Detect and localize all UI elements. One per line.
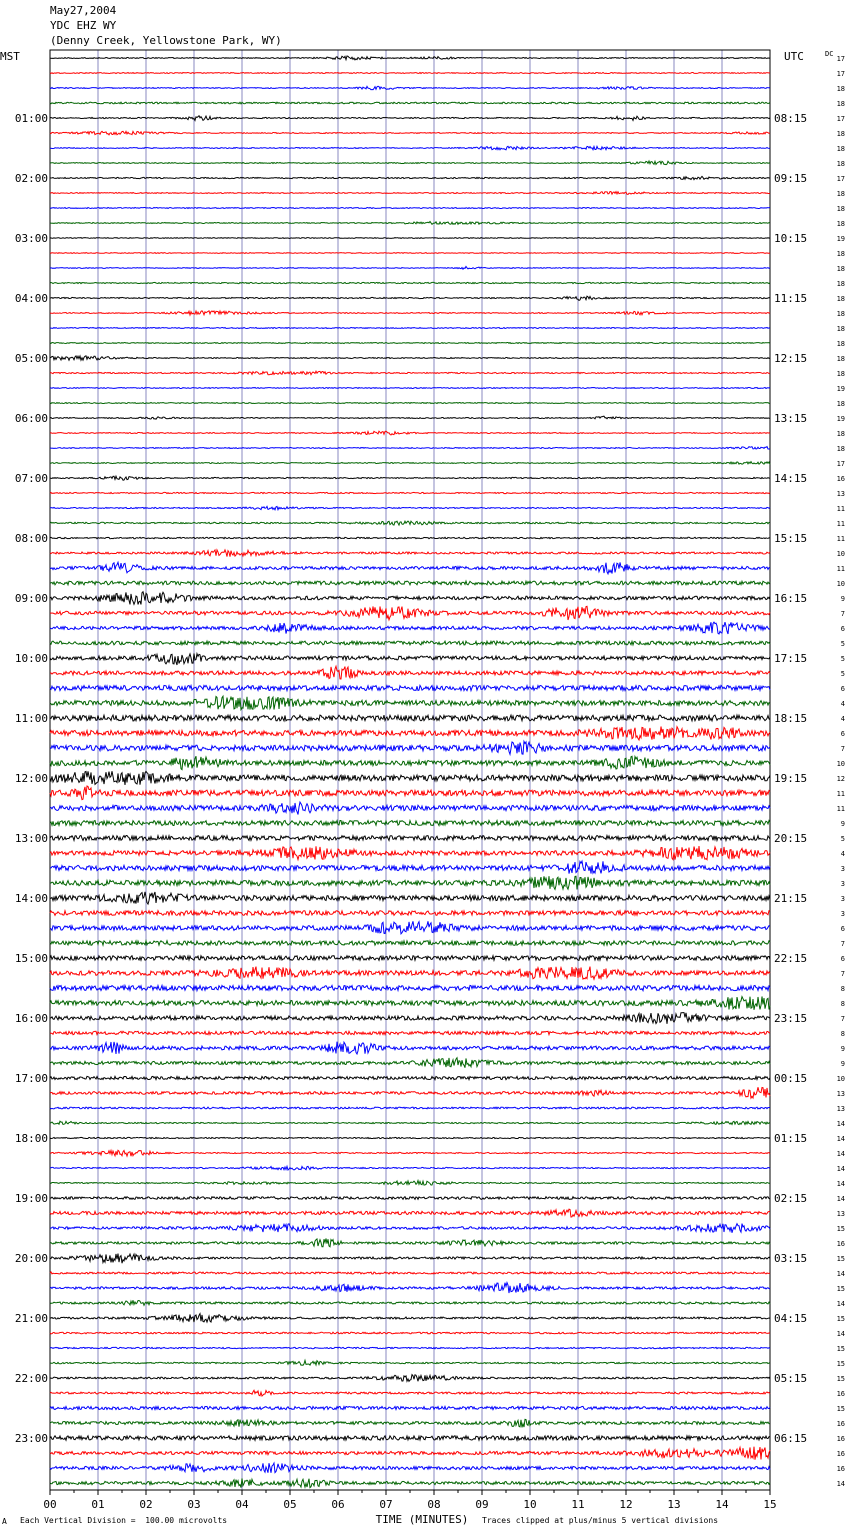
trace-row [50, 73, 770, 74]
mst-hour-label: 10:00 [14, 652, 48, 665]
dc-value: 14 [836, 1480, 845, 1488]
dc-value: 16 [836, 475, 845, 483]
dc-value: 7 [840, 970, 845, 978]
utc-hour-label: 16:15 [774, 592, 808, 605]
dc-value: 14 [836, 1165, 845, 1173]
dc-value: 6 [840, 685, 845, 693]
dc-value: 10 [836, 580, 845, 588]
dc-value: 19 [836, 235, 845, 243]
mst-hour-label: 15:00 [14, 952, 48, 965]
x-tick-label: 01 [91, 1498, 105, 1511]
trace-row [50, 1478, 770, 1487]
dc-value: 7 [840, 610, 845, 618]
dc-value: 14 [836, 1195, 845, 1203]
x-tick-label: 14 [715, 1498, 729, 1511]
trace-row [50, 506, 770, 509]
trace-row [50, 462, 770, 465]
trace-row [50, 941, 770, 945]
dc-value: 18 [836, 130, 845, 138]
mst-hour-label: 05:00 [14, 352, 48, 365]
dc-value: 14 [836, 1150, 845, 1158]
dc-value: 11 [836, 505, 845, 513]
dc-value: 17 [836, 460, 845, 468]
x-tick-label: 02 [139, 1498, 153, 1511]
trace-row [50, 1283, 770, 1294]
dc-value: 4 [840, 715, 845, 723]
dc-value: 18 [836, 265, 845, 273]
x-tick-label: 05 [283, 1498, 297, 1511]
trace-row [50, 1137, 770, 1138]
trace-row [50, 1375, 770, 1382]
dc-value: 13 [836, 1105, 845, 1113]
trace-row [50, 786, 770, 800]
dc-value: 15 [836, 1345, 845, 1353]
dc-value: 4 [840, 700, 845, 708]
dc-value: 15 [836, 1405, 845, 1413]
dc-value: 8 [840, 1030, 845, 1038]
dc-value: 18 [836, 370, 845, 378]
dc-value: 18 [836, 205, 845, 213]
trace-row [50, 1406, 770, 1409]
trace-row [50, 685, 770, 690]
utc-hour-label: 02:15 [774, 1192, 808, 1205]
trace-row [50, 328, 770, 329]
trace-row [50, 116, 770, 121]
dc-value: 11 [836, 565, 845, 573]
mst-hour-label: 22:00 [14, 1372, 48, 1385]
dc-value: 14 [836, 1180, 845, 1188]
trace-row [50, 1087, 770, 1098]
mst-hour-label: 17:00 [14, 1072, 48, 1085]
trace-row [50, 537, 770, 538]
dc-value: 14 [836, 1330, 845, 1338]
trace-row [50, 86, 770, 89]
dc-value: 18 [836, 190, 845, 198]
trace-row [50, 1076, 770, 1079]
trace-row [50, 343, 770, 344]
trace-row [50, 192, 770, 195]
trace-row [50, 1013, 770, 1024]
trace-row [50, 741, 770, 754]
x-tick-label: 10 [523, 1498, 537, 1511]
trace-row [50, 1181, 770, 1186]
dc-value: 17 [836, 115, 845, 123]
dc-value: 19 [836, 385, 845, 393]
trace-row [50, 1107, 770, 1109]
mst-axis-label: MST [0, 50, 20, 63]
trace-row [50, 1419, 770, 1427]
trace-row [50, 861, 770, 874]
mst-hour-label: 03:00 [14, 232, 48, 245]
dc-value: 11 [836, 535, 845, 543]
dc-value: 10 [836, 1075, 845, 1083]
trace-row [50, 431, 770, 435]
dc-value: 17 [836, 55, 845, 63]
mst-hour-label: 21:00 [14, 1312, 48, 1325]
dc-value: 18 [836, 445, 845, 453]
dc-value: 3 [840, 880, 845, 888]
dc-value: 16 [836, 1465, 845, 1473]
dc-value: 8 [840, 985, 845, 993]
dc-value: 7 [840, 745, 845, 753]
dc-value: 18 [836, 295, 845, 303]
dc-value: 19 [836, 415, 845, 423]
trace-row [50, 146, 770, 150]
trace-row [50, 371, 770, 375]
dc-value: 15 [836, 1360, 845, 1368]
dc-value: 3 [840, 865, 845, 873]
utc-hour-label: 13:15 [774, 412, 808, 425]
trace-row [50, 550, 770, 557]
dc-value: 8 [840, 1000, 845, 1008]
trace-row [50, 1239, 770, 1247]
dc-value: 7 [840, 1015, 845, 1023]
trace-row [50, 131, 770, 135]
trace-row [50, 56, 770, 60]
utc-hour-label: 23:15 [774, 1012, 808, 1025]
trace-row [50, 715, 770, 721]
dc-value: 6 [840, 925, 845, 933]
dc-value: 9 [840, 1045, 845, 1053]
utc-hour-label: 21:15 [774, 892, 808, 905]
x-tick-label: 06 [331, 1498, 345, 1511]
x-tick-label: 08 [427, 1498, 441, 1511]
trace-row [50, 956, 770, 961]
trace-row [50, 476, 770, 480]
footer-scale-note: Each Vertical Division = 100.00 microvolts [20, 1516, 228, 1525]
trace-row [50, 1197, 770, 1200]
dc-value: 9 [840, 820, 845, 828]
x-tick-label: 07 [379, 1498, 393, 1511]
dc-value: 15 [836, 1255, 845, 1263]
dc-value: 15 [836, 1225, 845, 1233]
mst-hour-label: 07:00 [14, 472, 48, 485]
mst-hour-label: 20:00 [14, 1252, 48, 1265]
trace-row [50, 1463, 770, 1473]
mst-hour-label: 04:00 [14, 292, 48, 305]
dc-value: 14 [836, 1300, 845, 1308]
dc-value: 5 [840, 640, 845, 648]
mst-hour-label: 23:00 [14, 1432, 48, 1445]
utc-hour-label: 12:15 [774, 352, 808, 365]
dc-value: 18 [836, 160, 845, 168]
mst-hour-label: 13:00 [14, 832, 48, 845]
trace-row [50, 1347, 770, 1348]
trace-row [50, 1058, 770, 1068]
dc-value: 11 [836, 805, 845, 813]
trace-row [50, 1300, 770, 1305]
dc-value: 17 [836, 70, 845, 78]
trace-row [50, 921, 770, 934]
dc-value: 13 [836, 1210, 845, 1218]
utc-hour-label: 14:15 [774, 472, 808, 485]
trace-row [50, 846, 770, 860]
dc-value: 3 [840, 895, 845, 903]
trace-row [50, 1436, 770, 1440]
trace-row [50, 592, 770, 605]
dc-value: 3 [840, 910, 845, 918]
chart-location: (Denny Creek, Yellowstone Park, WY) [50, 34, 282, 47]
mst-hour-label: 16:00 [14, 1012, 48, 1025]
dc-value: 4 [840, 850, 845, 858]
dc-value: 18 [836, 250, 845, 258]
dc-value: 5 [840, 835, 845, 843]
mst-hour-label: 19:00 [14, 1192, 48, 1205]
dc-value: 14 [836, 1270, 845, 1278]
trace-row [50, 653, 770, 665]
trace-row [50, 356, 770, 360]
utc-axis-label: UTC [784, 50, 804, 63]
trace-row [50, 876, 770, 889]
utc-hour-label: 17:15 [774, 652, 808, 665]
trace-row [50, 403, 770, 404]
trace-row [50, 222, 770, 225]
dc-value: 18 [836, 85, 845, 93]
dc-value: 10 [836, 550, 845, 558]
trace-row [50, 641, 770, 645]
dc-value: 18 [836, 430, 845, 438]
trace-row [50, 606, 770, 620]
dc-value: 12 [836, 775, 845, 783]
trace-row [50, 416, 770, 419]
mst-hour-label: 14:00 [14, 892, 48, 905]
x-tick-label: 11 [571, 1498, 585, 1511]
trace-row [50, 997, 770, 1010]
trace-row [50, 696, 770, 709]
dc-value: 18 [836, 280, 845, 288]
utc-hour-label: 08:15 [774, 112, 808, 125]
trace-row [50, 388, 770, 389]
trace-row [50, 161, 770, 165]
trace-row [50, 176, 770, 179]
x-tick-label: 09 [475, 1498, 489, 1511]
utc-hour-label: 00:15 [774, 1072, 808, 1085]
trace-row [50, 253, 770, 254]
trace-row [50, 1272, 770, 1274]
x-axis-title: TIME (MINUTES) [375, 1513, 469, 1526]
dc-value: 15 [836, 1285, 845, 1293]
dc-value: 15 [836, 1375, 845, 1383]
dc-value: 14 [836, 1120, 845, 1128]
trace-row [50, 666, 770, 679]
utc-hour-label: 05:15 [774, 1372, 808, 1385]
x-tick-label: 00 [43, 1498, 57, 1511]
trace-row [50, 1042, 770, 1054]
dc-value: 15 [836, 1315, 845, 1323]
trace-row [50, 1031, 770, 1034]
dc-value: 6 [840, 625, 845, 633]
trace-row [50, 1332, 770, 1334]
x-tick-label: 15 [763, 1498, 777, 1511]
utc-hour-label: 22:15 [774, 952, 808, 965]
trace-row [50, 267, 770, 270]
mst-hour-label: 11:00 [14, 712, 48, 725]
utc-hour-label: 01:15 [774, 1132, 808, 1145]
dc-value: 5 [840, 670, 845, 678]
utc-hour-label: 18:15 [774, 712, 808, 725]
dc-value: 9 [840, 595, 845, 603]
chart-date: May27,2004 [50, 4, 117, 17]
trace-row [50, 282, 770, 283]
dc-value: 11 [836, 520, 845, 528]
trace-row [50, 911, 770, 916]
dc-value: 18 [836, 325, 845, 333]
trace-row [50, 296, 770, 300]
dc-value: 13 [836, 1090, 845, 1098]
x-tick-label: 13 [667, 1498, 681, 1511]
dc-value: 17 [836, 175, 845, 183]
trace-row [50, 836, 770, 841]
trace-row [50, 238, 770, 239]
utc-hour-label: 09:15 [774, 172, 808, 185]
dc-value: 13 [836, 490, 845, 498]
utc-hour-label: 03:15 [774, 1252, 808, 1265]
trace-row [50, 622, 770, 634]
trace-row [50, 1390, 770, 1396]
trace-row [50, 985, 770, 990]
utc-hour-label: 10:15 [774, 232, 808, 245]
dc-value: 9 [840, 1060, 845, 1068]
dc-value: 18 [836, 145, 845, 153]
dc-label: DC [825, 50, 834, 58]
dc-value: 18 [836, 340, 845, 348]
dc-value: 18 [836, 310, 845, 318]
trace-row [50, 892, 770, 904]
mst-hour-label: 01:00 [14, 112, 48, 125]
dc-value: 18 [836, 220, 845, 228]
utc-hour-label: 06:15 [774, 1432, 808, 1445]
trace-row [50, 1209, 770, 1217]
utc-hour-label: 19:15 [774, 772, 808, 785]
trace-row [50, 208, 770, 209]
mst-hour-label: 08:00 [14, 532, 48, 545]
trace-row [50, 1224, 770, 1233]
mst-hour-label: 02:00 [14, 172, 48, 185]
trace-row [50, 1121, 770, 1124]
trace-row [50, 756, 770, 769]
trace-row [50, 521, 770, 525]
trace-row [50, 771, 770, 785]
dc-value: 18 [836, 400, 845, 408]
trace-row [50, 447, 770, 449]
utc-hour-label: 15:15 [774, 532, 808, 545]
trace-row [50, 1150, 770, 1156]
trace-row [50, 1166, 770, 1170]
trace-row [50, 562, 770, 574]
footer-mark: A [2, 1517, 7, 1526]
trace-row [50, 821, 770, 826]
trace-row [50, 102, 770, 104]
x-tick-label: 03 [187, 1498, 201, 1511]
mst-hour-label: 06:00 [14, 412, 48, 425]
dc-value: 5 [840, 655, 845, 663]
dc-value: 6 [840, 955, 845, 963]
trace-row [50, 727, 770, 741]
trace-row [50, 1447, 770, 1460]
trace-row [50, 802, 770, 814]
chart-station: YDC EHZ WY [50, 19, 117, 32]
utc-hour-label: 04:15 [774, 1312, 808, 1325]
x-tick-label: 04 [235, 1498, 249, 1511]
utc-hour-label: 11:15 [774, 292, 808, 305]
mst-hour-label: 09:00 [14, 592, 48, 605]
trace-row [50, 967, 770, 980]
trace-row [50, 311, 770, 315]
trace-row [50, 581, 770, 585]
trace-row [50, 492, 770, 493]
dc-value: 10 [836, 760, 845, 768]
trace-row [50, 1360, 770, 1365]
dc-value: 14 [836, 1135, 845, 1143]
dc-value: 18 [836, 100, 845, 108]
x-tick-label: 12 [619, 1498, 633, 1511]
dc-value: 7 [840, 940, 845, 948]
dc-value: 16 [836, 1420, 845, 1428]
dc-value: 18 [836, 355, 845, 363]
dc-value: 6 [840, 730, 845, 738]
trace-row [50, 1254, 770, 1264]
dc-value: 16 [836, 1435, 845, 1443]
dc-value: 16 [836, 1240, 845, 1248]
trace-row [50, 1314, 770, 1323]
dc-value: 11 [836, 790, 845, 798]
utc-hour-label: 20:15 [774, 832, 808, 845]
dc-value: 16 [836, 1390, 845, 1398]
mst-hour-label: 12:00 [14, 772, 48, 785]
dc-value: 16 [836, 1450, 845, 1458]
mst-hour-label: 18:00 [14, 1132, 48, 1145]
footer-clip-note: Traces clipped at plus/minus 5 vertical divisions [482, 1516, 719, 1525]
